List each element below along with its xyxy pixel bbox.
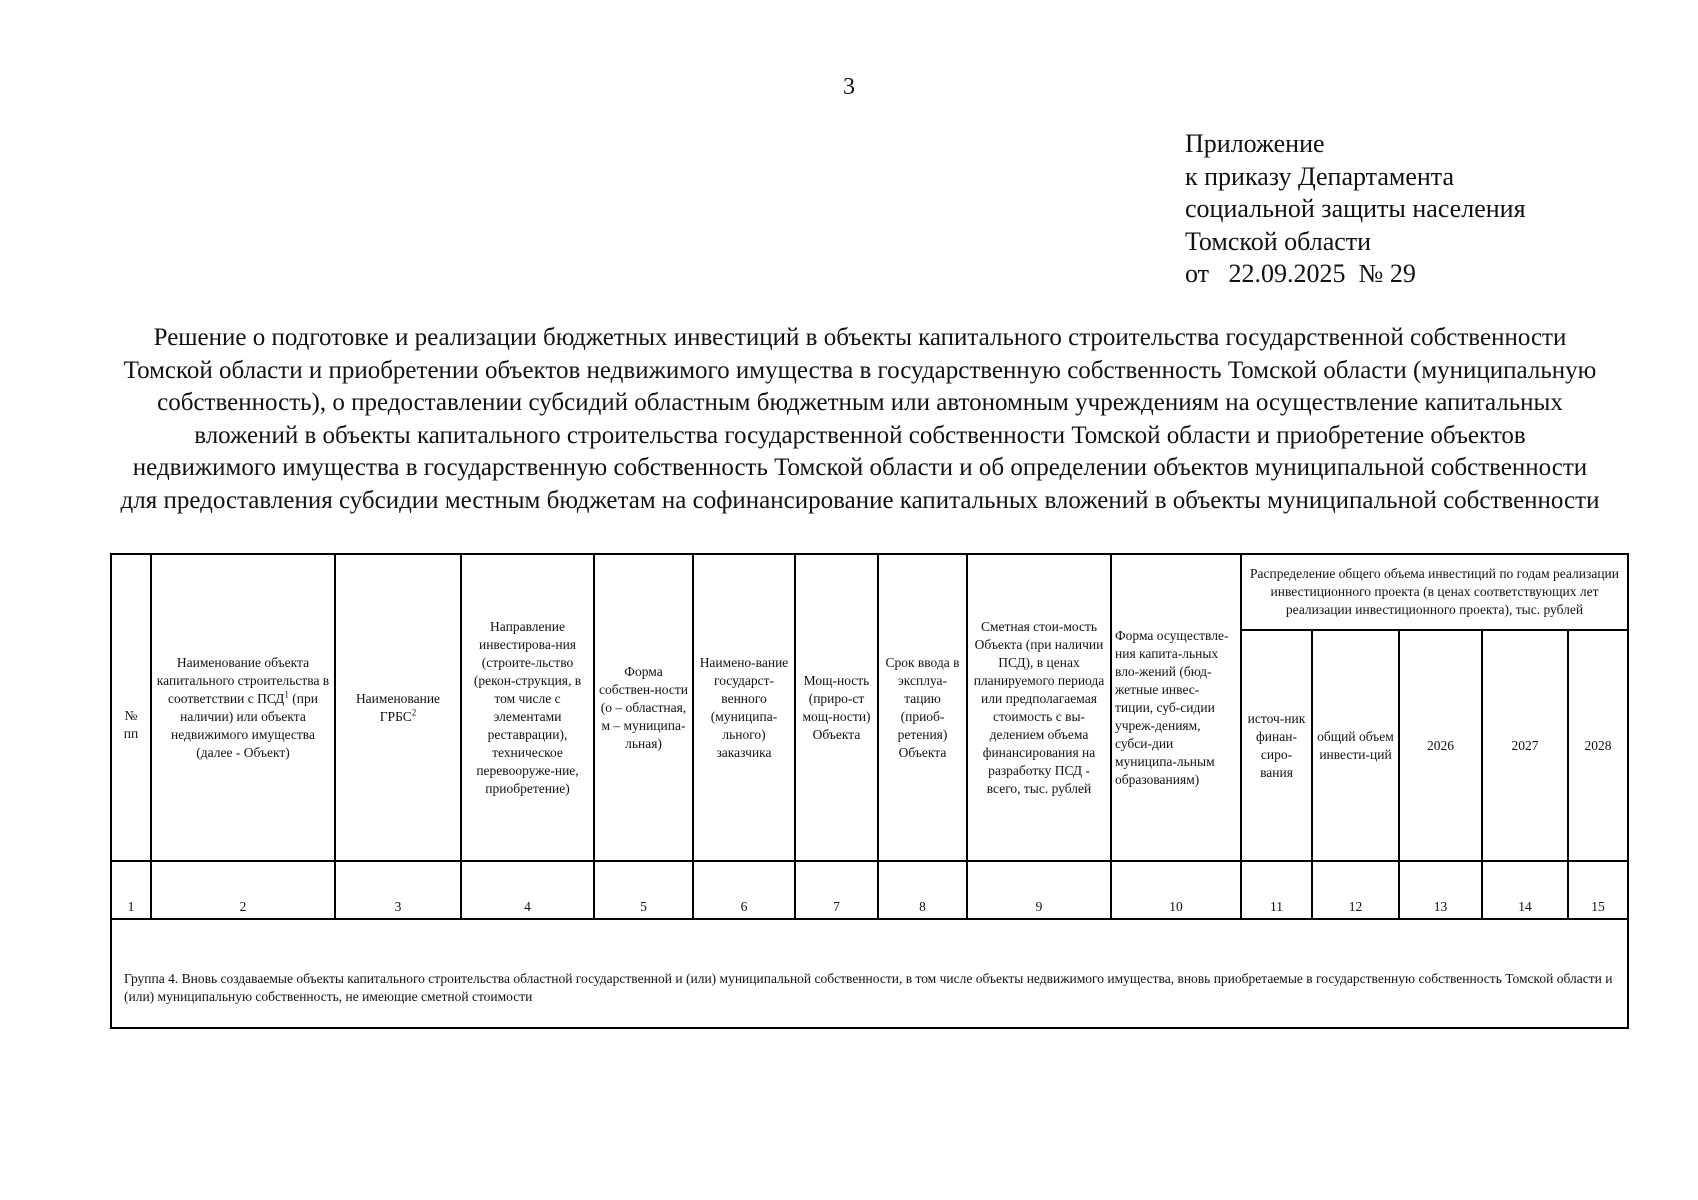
header-cell-estimated-cost: Сметная стои-мость Объекта (при наличии ПСД), в ценах планируемого периода или предполагаемая стоимость с вы-делением объема финансирования на разработку ПСД - всего, тыс. рублей — [967, 554, 1111, 861]
header-cell-object-name — [151, 554, 335, 861]
column-number-cell: 7 — [795, 861, 878, 919]
header-cell-year-2026: 2026 — [1399, 630, 1482, 861]
column-number-cell: 12 — [1312, 861, 1399, 919]
approval-line: к приказу Департамента — [1185, 161, 1455, 191]
header-object-name-text: Наименование объекта капитального строительства в соответствии с ПСД — [156, 654, 330, 706]
header-cell-grbs — [335, 554, 461, 861]
document-title: Решение о подготовке и реализации бюджетных инвестиций в объекты капитального строительства государственной собственности Томской области и приобретении объектов недвижимого имущества в государственную собственность Томской области (муниципальную собственность), о предоставлении субсидий областным бюджетным или автономным учреждениям на осуществление капитальных вложений в объекты капитального строительства государственной собственности Томской области и приобретение объектов недвижимого имущества в государственную собственность Томской области и об определении объектов муниципальной собственности для предоставления субсидии местным бюджетам на софинансирование капитальных вложений в объекты муниципальной собственности — [120, 324, 1600, 514]
header-cell-year-2027: 2027 — [1482, 630, 1568, 861]
column-number-cell: 2 — [151, 861, 335, 919]
header-cell-distribution: Распределение общего объема инвестиций по годам реализации инвестиционного проекта (в ценах соответствующих лет реализации инвестиционного проекта), тыс. рублей — [1241, 554, 1628, 630]
approval-line: Приложение — [1185, 129, 1325, 158]
column-number-row — [111, 861, 1628, 919]
investment-table — [110, 553, 1629, 1029]
column-number-cell: 8 — [878, 861, 967, 919]
page-number: 3 — [843, 74, 855, 100]
column-number-cell: 11 — [1241, 861, 1312, 919]
header-cell-commissioning-date: Срок ввода в эксплуа-тацию (приоб-ретения) Объекта — [878, 554, 967, 861]
column-number-cell: 1 — [111, 861, 151, 919]
header-number-text: № пп — [123, 707, 139, 741]
column-number-cell: 4 — [461, 861, 594, 919]
footnote-1-mark: 1 — [284, 689, 289, 699]
column-number-cell: 6 — [693, 861, 795, 919]
column-number-cell: 5 — [594, 861, 693, 919]
column-number-cell: 13 — [1399, 861, 1482, 919]
column-number-cell: 14 — [1482, 861, 1568, 919]
header-cell-total-investment: общий объем инвести-ций — [1312, 630, 1399, 861]
group-row — [111, 919, 1628, 1028]
header-cell-investment-form: Форма осуществле-ния капита-льных вло-жений (бюд-жетные инвес-тиции, суб-сидии учреж-дениям, субси-дии муниципа-льным образованиям) — [1111, 554, 1241, 861]
column-number-cell: 9 — [967, 861, 1111, 919]
header-object-name-text-rest: (при наличии) или объекта недвижимого имущества (далее - Объект) — [171, 690, 318, 760]
approval-line: Томской области — [1185, 226, 1372, 256]
header-cell-customer: Наимено-вание государст-венного (муниципа-льного) заказчика — [693, 554, 795, 861]
group-4-cell: Группа 4. Вновь создаваемые объекты капитального строительства областной государственной и (или) муниципальной собственности, в том числе объекты недвижимого имущества, вновь приобретаемые в государственную собственность Томской области и (или) муниципальную собственность, не имеющие сметной стоимости — [111, 919, 1628, 1028]
column-number-cell: 15 — [1568, 861, 1628, 919]
column-number-cell: 3 — [335, 861, 461, 919]
header-cell-capacity: Мощ-ность (приро-ст мощ-ности) Объекта — [795, 554, 878, 861]
table-header-row — [111, 554, 1628, 630]
header-cell-ownership: Форма собствен-ности (о – областная, м – муниципа-льная) — [594, 554, 693, 861]
approval-block — [1185, 128, 1526, 291]
approval-date-number: от 22.09.2025 № 29 — [1185, 259, 1416, 288]
header-grbs-text: Наименование ГРБС — [355, 690, 441, 724]
header-cell-funding-source: источ-ник финан-сиро-вания — [1241, 630, 1312, 861]
approval-line: социальной защиты населения — [1185, 194, 1526, 223]
footnote-2-mark: 2 — [411, 707, 417, 717]
header-cell-year-2028: 2028 — [1568, 630, 1628, 861]
header-cell-number — [111, 554, 151, 861]
column-number-cell: 10 — [1111, 861, 1241, 919]
header-cell-direction: Направление инвестирова-ния (строите-льство (рекон-струкция, в том числе с элементами реставрации), техническое перевооруже-ние, приобретение) — [461, 554, 594, 861]
